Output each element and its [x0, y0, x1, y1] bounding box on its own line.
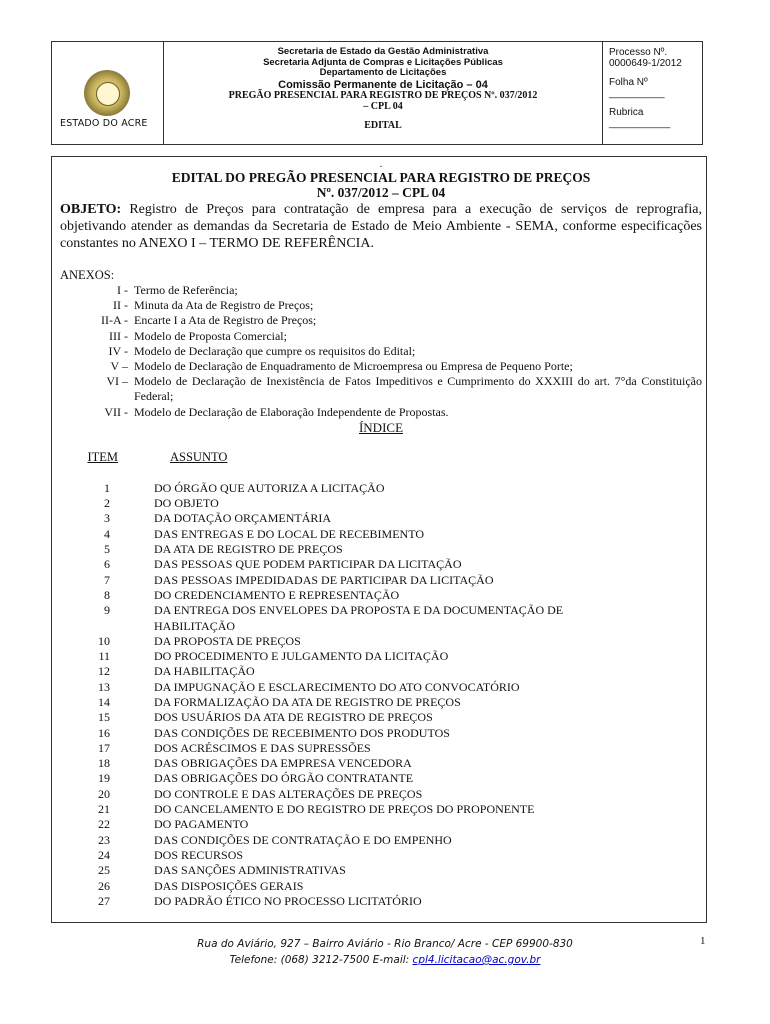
- index-row: [60, 557, 702, 572]
- index-item-number: 27: [98, 893, 110, 908]
- header-process-cell: [603, 42, 702, 144]
- index-row: [60, 664, 702, 679]
- index-row: [60, 879, 702, 894]
- edital-title: EDITAL DO PREGÃO PRESENCIAL PARA REGISTRO DE PREÇOS: [171, 170, 591, 185]
- index-row: [60, 802, 702, 817]
- header-pregao: PREGÃO PRESENCIAL PARA REGISTRO DE PREÇOS Nº. 037/2012: [228, 90, 538, 101]
- index-row: [60, 511, 702, 526]
- index-row: [60, 710, 702, 725]
- index-row: [60, 649, 702, 664]
- index-item-subject: DOS USUÁRIOS DA ATA DE REGISTRO DE PREÇOS: [154, 710, 433, 725]
- index-row: [60, 863, 702, 878]
- header-logo-cell: [52, 42, 164, 144]
- anexo-text: Minuta da Ata de Registro de Preços;: [134, 298, 314, 313]
- dot-mark: .: [379, 159, 383, 170]
- anexos-heading: ANEXOS:: [60, 268, 115, 282]
- anexo-item: [60, 313, 702, 328]
- index-item-number: 19: [98, 771, 110, 786]
- index-item-number: 25: [98, 863, 110, 878]
- anexo-item: [60, 344, 702, 359]
- anexo-text: Modelo de Declaração de Elaboração Independente de Propostas.: [134, 404, 449, 419]
- index-item-subject: DA ENTREGA DOS ENVELOPES DA PROPOSTA E DA DOCUMENTAÇÃO DE HABILITAÇÃO: [154, 603, 564, 633]
- email-link[interactable]: cpl4.licitacao@ac.gov.br: [412, 954, 541, 966]
- anexo-item: [60, 298, 702, 313]
- state-seal-icon: [84, 70, 130, 116]
- index-item-number: 20: [98, 786, 110, 801]
- index-item-number: 6: [104, 557, 110, 572]
- index-item-number: 24: [98, 847, 110, 862]
- document-header: [51, 41, 703, 145]
- objeto-paragraph: [60, 201, 702, 252]
- index-row: [60, 741, 702, 756]
- anexo-item: [60, 283, 702, 298]
- anexo-number: V –: [110, 359, 128, 374]
- index-row: [60, 726, 702, 741]
- index-item-subject: DO PAGAMENTO: [154, 817, 249, 832]
- index-item-subject: DA ATA DE REGISTRO DE PREÇOS: [154, 542, 343, 557]
- index-row: [60, 680, 702, 695]
- index-row: [60, 771, 702, 786]
- index-row: [60, 894, 702, 909]
- footer: [0, 936, 770, 968]
- index-item-subject: DA DOTAÇÃO ORÇAMENTÁRIA: [154, 511, 332, 526]
- index-item-subject: DA FORMALIZAÇÃO DA ATA DE REGISTRO DE PREÇOS: [154, 694, 461, 709]
- header-line-1: Secretaria de Estado da Gestão Administrativa: [277, 46, 489, 57]
- index-item-number: 3: [104, 511, 110, 526]
- index-row: [60, 481, 702, 496]
- index-item-number: 23: [98, 832, 110, 847]
- index-item-number: 26: [98, 878, 110, 893]
- index-row: [60, 833, 702, 848]
- indice-heading: ÍNDICE: [358, 419, 404, 435]
- index-row: [60, 496, 702, 511]
- process-number: Processo Nº. 0000649-1/2012: [609, 47, 682, 69]
- folha-field: Folha Nº __________: [609, 77, 665, 99]
- document-body: [51, 156, 707, 923]
- index-row: [60, 634, 702, 649]
- index-header: [60, 450, 702, 465]
- anexo-number: II-A -: [101, 313, 128, 328]
- anexo-text: Modelo de Declaração que cumpre os requisitos do Edital;: [134, 343, 416, 358]
- header-pregao-cont: – CPL 04: [363, 101, 403, 112]
- index-item-subject: DOS RECURSOS: [154, 847, 244, 862]
- index-item-subject: DO OBJETO: [154, 496, 219, 511]
- index-row: [60, 603, 702, 634]
- index-item-number: 9: [104, 603, 110, 618]
- index-item-number: 8: [104, 587, 110, 602]
- index-item-number: 14: [98, 694, 110, 709]
- index-row: [60, 573, 702, 588]
- footer-address: Rua do Aviário, 927 – Bairro Aviário - Rio Branco/ Acre - CEP 69900-830: [197, 938, 573, 950]
- index-item-subject: DOS ACRÉSCIMOS E DAS SUPRESSÕES: [154, 740, 371, 755]
- footer-contact: [0, 952, 770, 968]
- index-row: [60, 817, 702, 832]
- index-item-subject: DAS OBRIGAÇÕES DO ÓRGÃO CONTRATANTE: [154, 771, 414, 786]
- index-item-number: 4: [104, 526, 110, 541]
- header-line-3: Departamento de Licitações: [319, 67, 447, 78]
- footer-phone: Telefone: (068) 3212-7500 E-mail:: [229, 954, 413, 966]
- index-row: [60, 848, 702, 863]
- index-item-subject: DAS DISPOSIÇÕES GERAIS: [154, 878, 304, 893]
- index-item-number: 2: [104, 496, 110, 511]
- index-item-subject: DAS CONDIÇÕES DE RECEBIMENTO DOS PRODUTOS: [154, 725, 450, 740]
- anexo-number: I -: [117, 283, 128, 297]
- index-row: [60, 695, 702, 710]
- anexos-list: [60, 283, 702, 420]
- objeto-text: Registro de Preços para contratação de empresa para a execução de serviços de reprografia, objetivando atender as demandas da Secretaria de Estado de Meio Ambiente - SEMA, conforme especificações constantes no ANEXO I – TERMO DE REFERÊNCIA.: [60, 202, 702, 251]
- anexo-text: Modelo de Proposta Comercial;: [134, 328, 287, 343]
- index-row: [60, 756, 702, 771]
- index-item-subject: DO CANCELAMENTO E DO REGISTRO DE PREÇOS DO PROPONENTE: [154, 802, 535, 817]
- index-item-number: 7: [104, 572, 110, 587]
- index-item-subject: DAS ENTREGAS E DO LOCAL DE RECEBIMENTO: [154, 526, 424, 541]
- anexo-number: VII -: [104, 404, 128, 419]
- header-title-cell: [164, 42, 603, 144]
- col-assunto: ASSUNTO: [170, 449, 228, 464]
- anexo-item: [60, 329, 702, 344]
- objeto-label: OBJETO:: [60, 202, 122, 217]
- rubrica-field: Rubrica ___________: [609, 107, 671, 129]
- index-item-subject: DA PROPOSTA DE PREÇOS: [154, 633, 301, 648]
- header-line-2: Secretaria Adjunta de Compras e Licitações Públicas: [263, 56, 503, 68]
- page-number: 1: [700, 935, 706, 947]
- index-item-subject: DA IMPUGNAÇÃO E ESCLARECIMENTO DO ATO CONVOCATÓRIO: [154, 679, 520, 694]
- index-item-number: 11: [98, 649, 110, 664]
- anexo-text: Modelo de Declaração de Inexistência de Fatos Impeditivos e Cumprimento do XXXIII do art. 7°da Constituição Federal;: [134, 374, 702, 404]
- index-item-subject: DAS OBRIGAÇÕES DA EMPRESA VENCEDORA: [154, 756, 412, 771]
- index-item-number: 21: [98, 802, 110, 817]
- index-item-subject: DAS PESSOAS QUE PODEM PARTICIPAR DA LICITAÇÃO: [154, 557, 462, 572]
- state-name: ESTADO DO ACRE: [60, 118, 148, 129]
- anexo-number: II -: [113, 298, 128, 313]
- index-item-number: 15: [98, 710, 110, 725]
- anexo-item: [60, 374, 702, 404]
- index-item-number: 13: [98, 679, 110, 694]
- index-row: [60, 527, 702, 542]
- anexo-number: III -: [109, 328, 128, 343]
- index-item-subject: DAS CONDIÇÕES DE CONTRATAÇÃO E DO EMPENHO: [154, 832, 452, 847]
- index-item-number: 10: [98, 633, 110, 648]
- header-edital: EDITAL: [364, 120, 402, 131]
- index-item-number: 18: [98, 756, 110, 771]
- index-item-subject: DO CREDENCIAMENTO E REPRESENTAÇÃO: [154, 587, 400, 602]
- anexo-text: Encarte I a Ata de Registro de Preços;: [134, 313, 317, 328]
- index-item-subject: DO PADRÃO ÉTICO NO PROCESSO LICITATÓRIO: [154, 893, 422, 908]
- index-item-number: 16: [98, 725, 110, 740]
- anexo-number: VI –: [106, 374, 128, 389]
- col-item: ITEM: [87, 449, 118, 464]
- header-commission: Comissão Permanente de Licitação – 04: [278, 78, 488, 91]
- edital-number: Nº. 037/2012 – CPL 04: [316, 185, 446, 200]
- index-item-number: 17: [98, 740, 110, 755]
- index-item-subject: DA HABILITAÇÃO: [154, 664, 255, 679]
- index-item-subject: DAS SANÇÕES ADMINISTRATIVAS: [154, 863, 346, 878]
- anexo-item: [60, 405, 702, 420]
- anexo-number: IV -: [108, 343, 128, 358]
- index-item-number: 22: [98, 817, 110, 832]
- index-row: [60, 588, 702, 603]
- index-item-subject: DAS PESSOAS IMPEDIDADAS DE PARTICIPAR DA LICITAÇÃO: [154, 572, 494, 587]
- anexo-text: Termo de Referência;: [134, 283, 238, 297]
- index-item-subject: DO CONTROLE E DAS ALTERAÇÕES DE PREÇOS: [154, 786, 423, 801]
- index-row: [60, 542, 702, 557]
- index-item-number: 1: [104, 480, 110, 495]
- anexo-text: Modelo de Declaração de Enquadramento de Microempresa ou Empresa de Pequeno Porte;: [134, 359, 573, 374]
- index-row: [60, 787, 702, 802]
- anexo-item: [60, 359, 702, 374]
- index-item-subject: DO PROCEDIMENTO E JULGAMENTO DA LICITAÇÃO: [154, 649, 449, 664]
- index-item-number: 12: [98, 664, 110, 679]
- index-item-number: 5: [104, 542, 110, 557]
- index-list: [60, 481, 702, 909]
- index-item-subject: DO ÓRGÃO QUE AUTORIZA A LICITAÇÃO: [154, 480, 385, 495]
